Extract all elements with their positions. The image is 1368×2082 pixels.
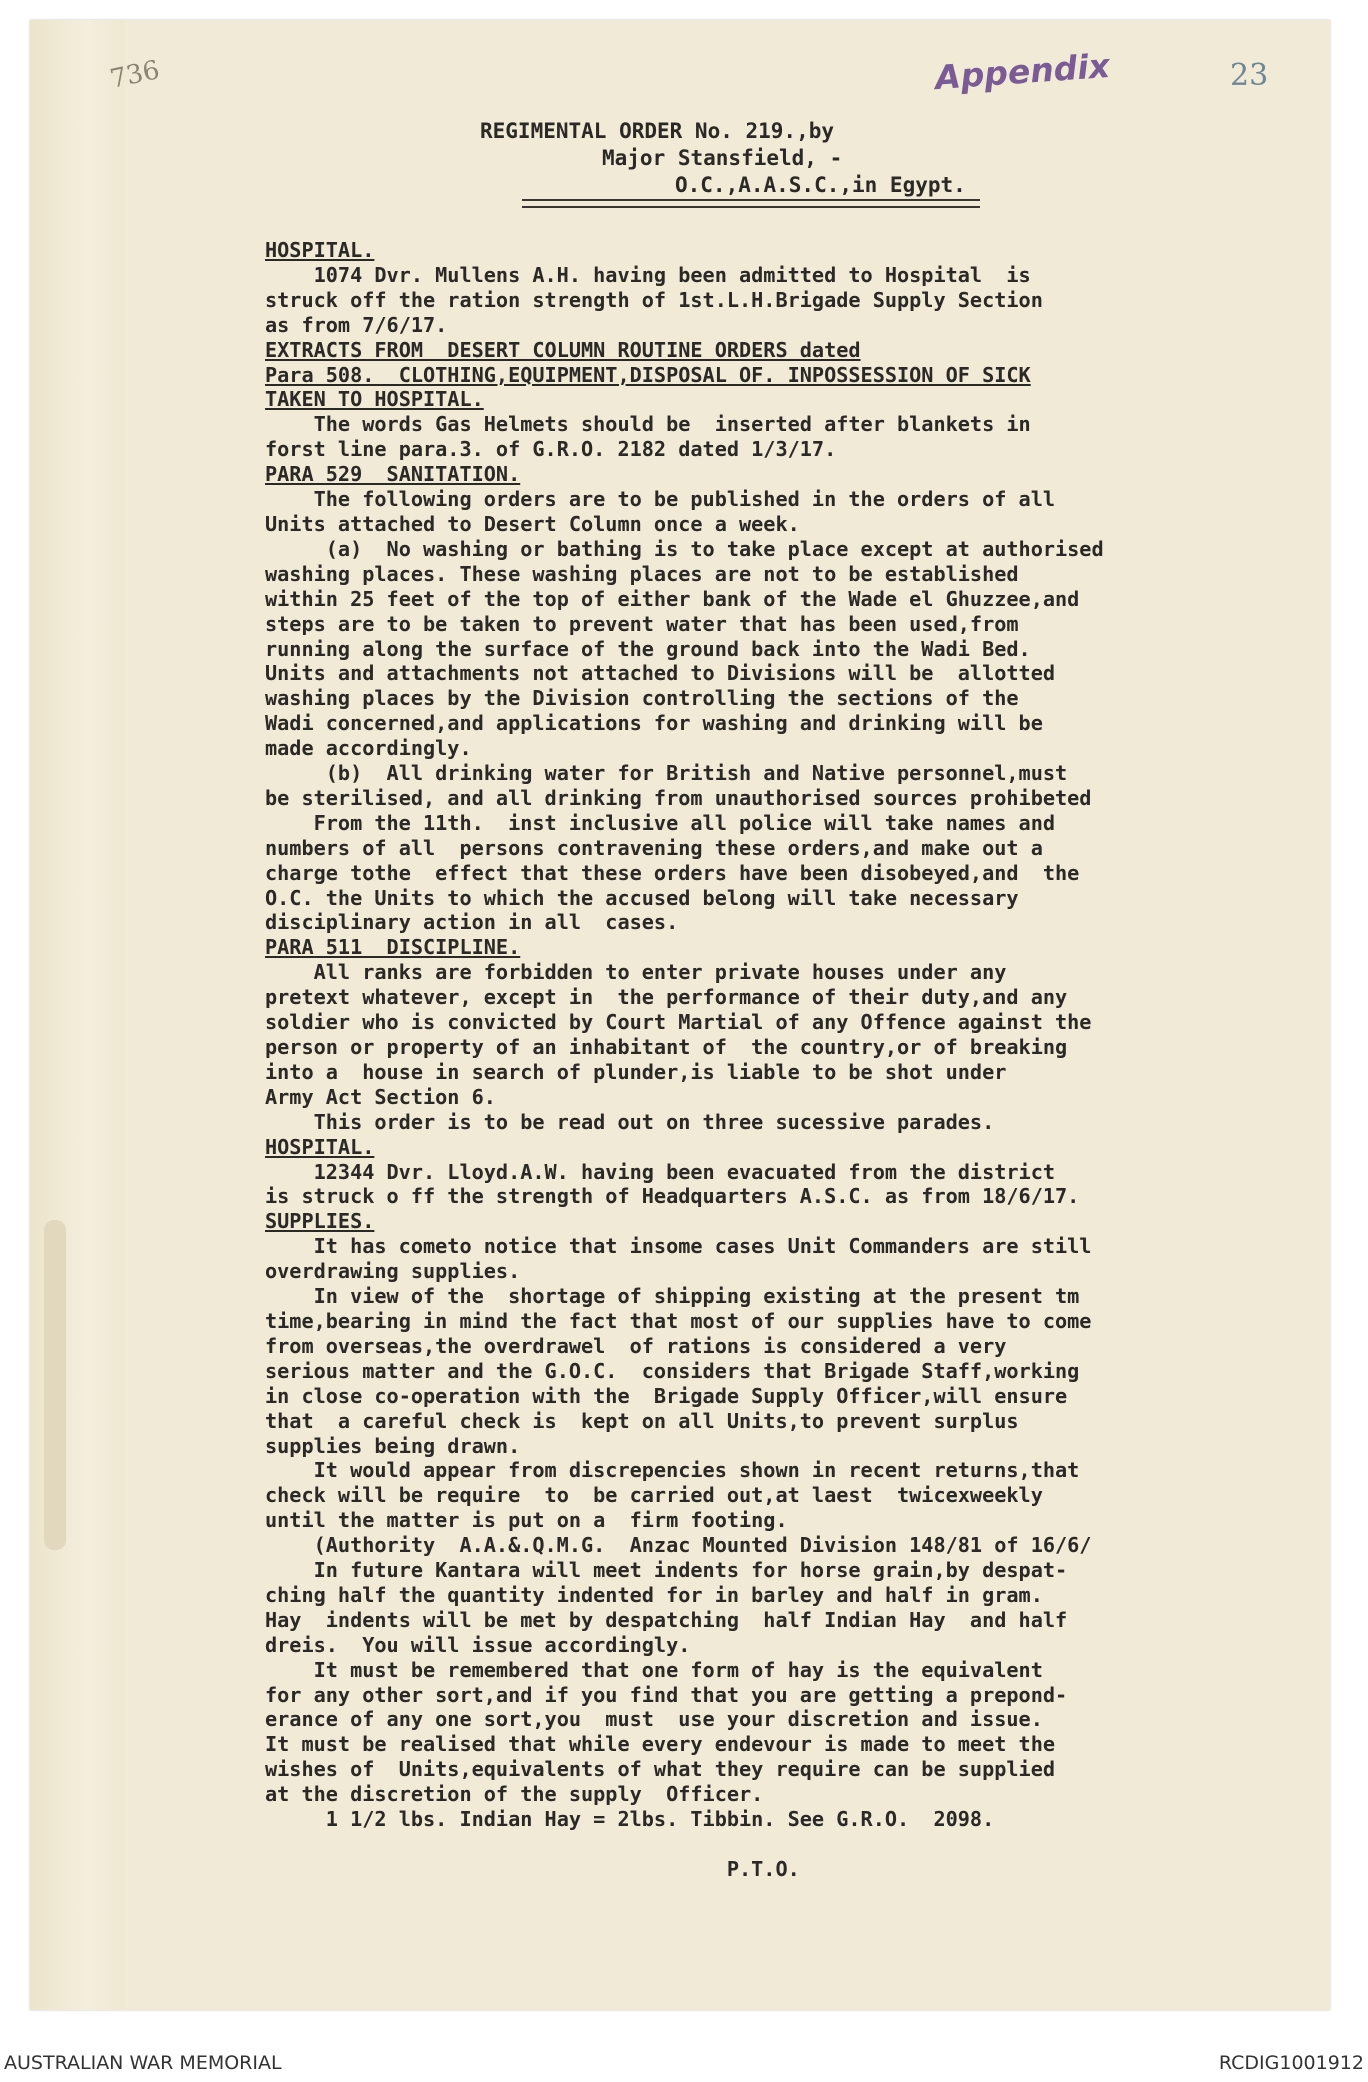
- text-line: 1 1/2 lbs. Indian Hay = 2lbs. Tibbin. See G.R.O. 2098.: [325, 1807, 995, 1832]
- section-heading: PARA 529 SANITATION.: [265, 462, 521, 487]
- text-line: washing places by the Division controlling the sections of the: [265, 686, 1019, 711]
- text-line: Army Act Section 6.: [265, 1084, 496, 1109]
- text-line: supplies being drawn.: [265, 1433, 521, 1458]
- section-heading: SUPPLIES.: [265, 1209, 375, 1234]
- text-line: From the 11th. inst inclusive all police will take names and: [313, 810, 1055, 835]
- text-line: charge tothe effect that these orders have been disobeyed,and the: [265, 860, 1080, 885]
- text-line: 1074 Dvr. Mullens A.H. having been admitted to Hospital is: [313, 262, 1031, 287]
- text-line: pretext whatever, except in the performance of their duty,and any: [265, 985, 1068, 1010]
- text-line: O.C. the Units to which the accused belong will take necessary: [265, 885, 1019, 910]
- text-line: washing places. These washing places are not to be established: [265, 561, 1019, 586]
- section-heading: TAKEN TO HOSPITAL.: [265, 387, 484, 412]
- page-binding-edge: [30, 20, 125, 2010]
- text-line: running along the surface of the ground back into the Wadi Bed.: [265, 636, 1031, 661]
- heading-line-1: REGIMENTAL ORDER No. 219.,by: [480, 119, 835, 143]
- text-line: Wadi concerned,and applications for washing and drinking will be: [265, 711, 1043, 736]
- text-line: be sterilised, and all drinking from unauthorised sources prohibeted: [265, 785, 1092, 810]
- text-line: P.T.O.: [726, 1856, 800, 1881]
- text-line: (a) No washing or bathing is to take place except at authorised: [325, 536, 1104, 561]
- heading-double-rule: [522, 199, 980, 208]
- archive-footer: [4, 2052, 1364, 2074]
- text-line: for any other sort,and if you find that you are getting a prepond-: [265, 1682, 1068, 1707]
- text-line: It has cometo notice that insome cases Unit Commanders are still: [313, 1234, 1092, 1259]
- text-line: person or property of an inhabitant of the country,or of breaking: [265, 1035, 1068, 1059]
- order-heading: [480, 118, 966, 199]
- text-line: Units and attachments not attached to Divisions will be allotted: [265, 661, 1056, 686]
- text-line: All ranks are forbidden to enter private houses under any: [313, 960, 1007, 985]
- text-line: In view of the shortage of shipping existing at the present tm: [313, 1284, 1080, 1309]
- text-line: It would appear from discrepencies shown in recent returns,that: [313, 1458, 1080, 1483]
- text-line: as from 7/6/17.: [265, 312, 448, 337]
- text-line: in close co-operation with the Brigade Supply Officer,will ensure: [265, 1383, 1068, 1408]
- footer-institution: AUSTRALIAN WAR MEMORIAL: [4, 2052, 282, 2074]
- text-line: that a careful check is kept on all Units,to prevent surplus: [265, 1408, 1019, 1433]
- text-line: into a house in search of plunder,is liable to be shot under: [265, 1059, 1007, 1084]
- order-body: [265, 238, 1305, 1882]
- text-line: numbers of all persons contravening these orders,and make out a: [265, 835, 1043, 860]
- text-line: The words Gas Helmets should be inserted after blankets in: [313, 412, 1031, 437]
- text-line: Units attached to Desert Column once a week.: [265, 511, 800, 536]
- text-line: It must be remembered that one form of hay is the equivalent: [313, 1657, 1043, 1682]
- text-line: wishes of Units,equivalents of what they require can be supplied: [265, 1757, 1056, 1782]
- text-line: disciplinary action in all cases.: [265, 910, 679, 935]
- text-line: check will be require to be carried out,at laest twicexweekly: [265, 1483, 1043, 1508]
- text-line: 12344 Dvr. Lloyd.A.W. having been evacuated from the district: [313, 1159, 1055, 1184]
- text-line: until the matter is put on a firm footing.: [265, 1508, 788, 1533]
- text-line: dreis. You will issue accordingly.: [265, 1632, 691, 1657]
- section-heading: HOSPITAL.: [265, 238, 375, 262]
- text-line: Hay indents will be met by despatching half Indian Hay and half: [265, 1607, 1068, 1632]
- text-line: made accordingly.: [265, 736, 472, 761]
- text-line: In future Kantara will meet indents for horse grain,by despat-: [313, 1558, 1068, 1583]
- appendix-stamp: Appendix: [933, 45, 1112, 98]
- pencil-page-number: 736: [107, 55, 163, 95]
- text-line: is struck o ff the strength of Headquarters A.S.C. as from 18/6/17.: [265, 1184, 1080, 1209]
- text-line: within 25 feet of the top of either bank of the Wade el Ghuzzee,and: [265, 586, 1080, 611]
- section-heading: HOSPITAL.: [265, 1134, 375, 1159]
- text-line: [265, 1832, 1305, 1857]
- heading-line-2: Major Stansfield, -: [602, 146, 843, 170]
- section-heading: Para 508. CLOTHING,EQUIPMENT,DISPOSAL OF. INPOSSESSION OF SICK: [265, 362, 1031, 387]
- heading-line-3: O.C.,A.A.S.C.,in Egypt.: [675, 173, 966, 197]
- text-line: (b) All drinking water for British and Native personnel,must: [325, 761, 1068, 786]
- text-line: The following orders are to be published in the orders of all: [313, 487, 1055, 512]
- folio-number: 23: [1230, 58, 1269, 93]
- section-heading: EXTRACTS FROM DESERT COLUMN ROUTINE ORDERS dated: [265, 337, 861, 362]
- text-line: (Authority A.A.&.Q.M.G. Anzac Mounted Division 148/81 of 16/6/: [313, 1533, 1092, 1558]
- torn-edge: [44, 1220, 66, 1550]
- footer-record-id: RCDIG1001912: [1218, 2052, 1364, 2074]
- text-line: time,bearing in mind the fact that most of our supplies have to come: [265, 1308, 1092, 1333]
- text-line: at the discretion of the supply Officer.: [265, 1782, 764, 1807]
- text-line: erance of any one sort,you must use your discretion and issue.: [265, 1707, 1043, 1732]
- text-line: serious matter and the G.O.C. considers that Brigade Staff,working: [265, 1358, 1080, 1383]
- text-line: This order is to be read out on three sucessive parades.: [313, 1109, 995, 1134]
- text-line: soldier who is convicted by Court Martial of any Offence against the: [265, 1010, 1092, 1035]
- text-line: steps are to be taken to prevent water that has been used,from: [265, 611, 1019, 636]
- text-line: forst line para.3. of G.R.O. 2182 dated 1/3/17.: [265, 437, 837, 462]
- text-line: overdrawing supplies.: [265, 1259, 521, 1284]
- text-line: It must be realised that while every endevour is made to meet the: [265, 1732, 1056, 1757]
- text-line: from overseas,the overdrawel of rations is considered a very: [265, 1333, 1007, 1358]
- section-heading: PARA 511 DISCIPLINE.: [265, 935, 521, 960]
- text-line: struck off the ration strength of 1st.L.H.Brigade Supply Section: [265, 287, 1043, 312]
- text-line: ching half the quantity indented for in barley and half in gram.: [265, 1582, 1043, 1607]
